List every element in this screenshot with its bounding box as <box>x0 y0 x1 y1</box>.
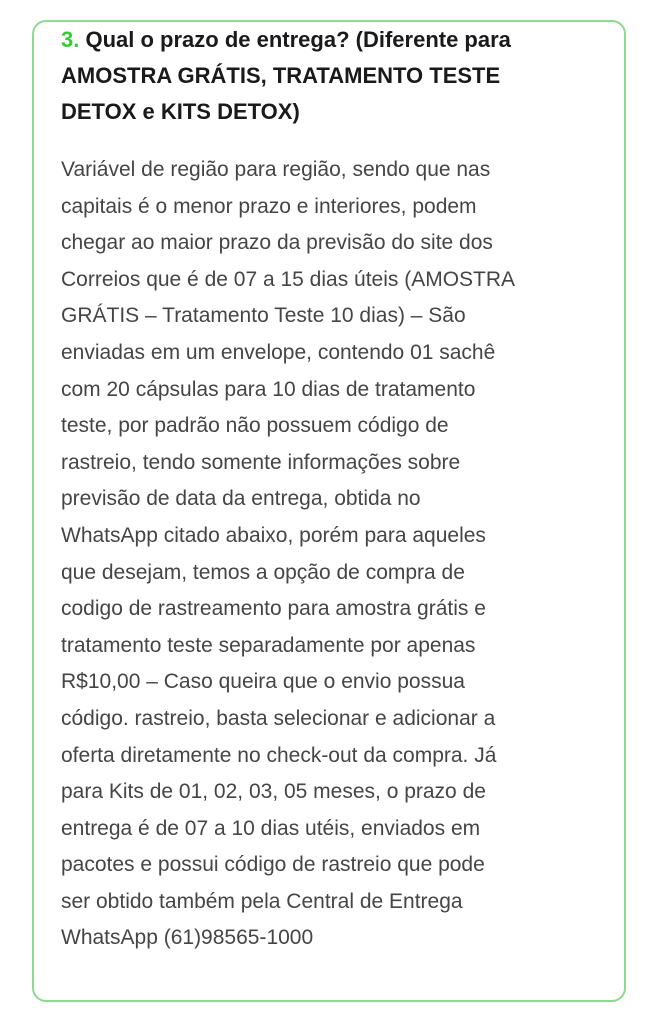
answer-line: rastreio, tendo somente informações sobre <box>61 450 461 474</box>
answer-line: R$10,00 – Caso queira que o envio possua <box>61 670 465 694</box>
answer-line: pacotes e possui código de rastreio que pode <box>61 853 485 877</box>
faq-number: 3. <box>61 27 80 52</box>
faq-question-text: Qual o prazo de entrega? (Diferente para AMOSTRA GRÁTIS, TRATAMENTO TESTE DETOX e KITS DETOX) <box>61 27 511 124</box>
answer-line: ser obtido também pela Central de Entrega <box>61 889 463 913</box>
answer-line: Variável de região para região, sendo que nas <box>61 158 491 181</box>
answer-line: que desejam, temos a opção de compra de <box>61 560 465 584</box>
answer-line: código. rastreio, basta selecionar e adicionar a <box>61 706 496 730</box>
faq-answer <box>61 152 585 957</box>
faq-question <box>61 22 581 130</box>
answer-line: oferta diretamente no check-out da compra. Já <box>61 743 497 767</box>
answer-line: WhatsApp (61)98565-1000 <box>61 926 314 950</box>
answer-line: para Kits de 01, 02, 03, 05 meses, o prazo de <box>61 780 486 804</box>
answer-line: enviadas em um envelope, contendo 01 sachê <box>61 340 496 364</box>
answer-line: GRÁTIS – Tratamento Teste 10 dias) – São <box>61 304 466 328</box>
answer-line: com 20 cápsulas para 10 dias de tratamento <box>61 377 476 401</box>
answer-line: previsão de data da entrega, obtida no <box>61 487 421 511</box>
answer-line: teste, por padrão não possuem código de <box>61 414 449 438</box>
answer-line: entrega é de 07 a 10 dias utéis, enviados em <box>61 816 481 840</box>
answer-line: chegar ao maior prazo da previsão do site dos <box>61 231 493 255</box>
answer-line: WhatsApp citado abaixo, porém para aqueles <box>61 523 486 547</box>
answer-line: codigo de rastreamento para amostra grátis e <box>61 597 486 621</box>
answer-line: Correios que é de 07 a 15 dias úteis (AMOSTRA <box>61 267 516 291</box>
answer-line: capitais é o menor prazo e interiores, podem <box>61 194 477 218</box>
answer-line: tratamento teste separadamente por apenas <box>61 633 476 657</box>
